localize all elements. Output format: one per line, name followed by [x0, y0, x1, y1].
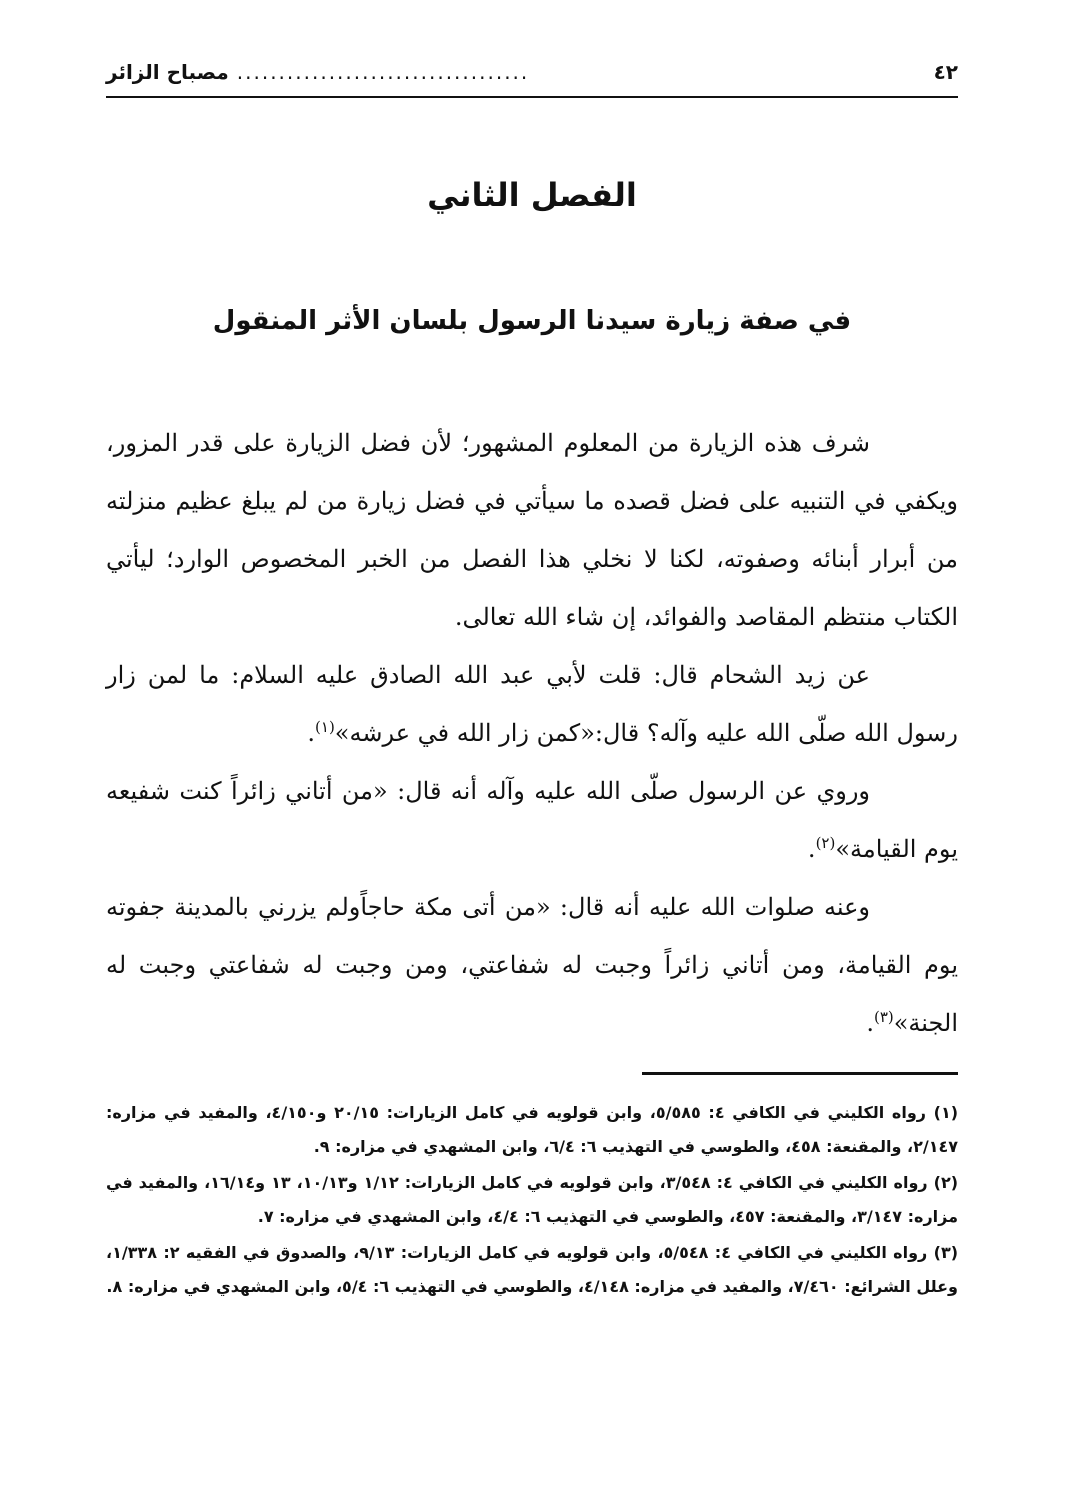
running-header — [106, 52, 958, 92]
paragraph — [106, 878, 958, 1052]
leader-dots: ................................... — [236, 60, 530, 84]
paragraph — [106, 646, 958, 762]
footnote: (٢) رواه الكليني في الكافي ٤: ٣/٥٤٨، وابن قولويه في كامل الزيارات: ١/١٢ و١٠/١٣، ١٣ و١٦/١٤، والمفيد في مزاره: ٣/١٤٧، والمقنعة: ٤٥٧، والطوسي في التهذيب ٦: ٤/٤، وابن المشهدي في مزاره: ٧. — [106, 1173, 959, 1226]
paragraph-text: شرف هذه الزيارة من المعلوم المشهور؛ لأن فضل الزيارة على قدر المزور، ويكفي في التنبيه على فضل قصده ما سيأتي في فضل زيارة من لم يبلغ عظيم منزلته من أبرار أبنائه وصفوته، لكنا لا نخلي هذا الفصل من الخبر المخصوص الوارد؛ ليأتي الكتاب منتظم المقاصد والفوائد، إن شاء الله تعالى. — [106, 429, 958, 631]
end-punctuation: . — [866, 1009, 874, 1037]
footnote-separator — [642, 1072, 958, 1075]
footnote-ref[interactable]: (٢) — [815, 834, 836, 852]
paragraph — [106, 414, 958, 646]
end-punctuation: . — [307, 719, 316, 747]
chapter-subtitle: في صفة زيارة سيدنا الرسول بلسان الأثر المنقول — [212, 306, 852, 336]
paragraph — [106, 762, 958, 878]
footnotes — [106, 1096, 958, 1306]
book-title: مصباح الزائر — [106, 60, 229, 84]
page-number: ٤٢ — [933, 60, 958, 84]
paragraph-text: عن زيد الشحام قال: قلت لأبي عبد الله الصادق عليه السلام: ما لمن زار رسول الله صلّى الله عليه وآله؟ قال:«كمن زار الله في عرشه» — [106, 661, 958, 747]
footnote: (١) رواه الكليني في الكافي ٤: ٥/٥٨٥، وابن قولويه في كامل الزيارات: ٢٠/١٥ و٤/١٥٠، والمفيد في مزاره: ٢/١٤٧، والمقنعة: ٤٥٨، والطوسي في التهذيب ٦: ٦/٤، وابن المشهدي في مزاره: ٩. — [106, 1103, 959, 1156]
paragraph-text: وعنه صلوات الله عليه أنه قال: «من أتى مكة حاجاًولم يزرني بالمدينة جفوته يوم القيامة، ومن أتاني زائراً وجبت له شفاعتي، ومن وجبت له شفاعتي وجبت له الجنة» — [106, 893, 958, 1037]
main-text — [106, 414, 958, 1052]
end-punctuation: . — [807, 835, 816, 863]
paragraph-text: وروي عن الرسول صلّى الله عليه وآله أنه قال: «من أتاني زائراً كنت شفيعه يوم القيامة» — [106, 777, 958, 863]
footnote-ref[interactable]: (٣) — [873, 1008, 894, 1026]
footnote-ref[interactable]: (١) — [315, 718, 335, 736]
header-title-group — [106, 60, 529, 84]
footnote: (٣) رواه الكليني في الكافي ٤: ٥/٥٤٨، وابن قولويه في كامل الزيارات: ٩/١٣، والصدوق في الفقيه ٢: ١/٣٣٨، وعلل الشرائع: ٧/٤٦٠، والمفيد في مزاره: ٤/١٤٨، والطوسي في التهذيب ٦: ٥/٤، وابن المشهدي في مزاره: ٨. — [106, 1243, 959, 1296]
chapter-title: الفصل الثاني — [427, 176, 637, 214]
header-rule — [106, 96, 958, 98]
